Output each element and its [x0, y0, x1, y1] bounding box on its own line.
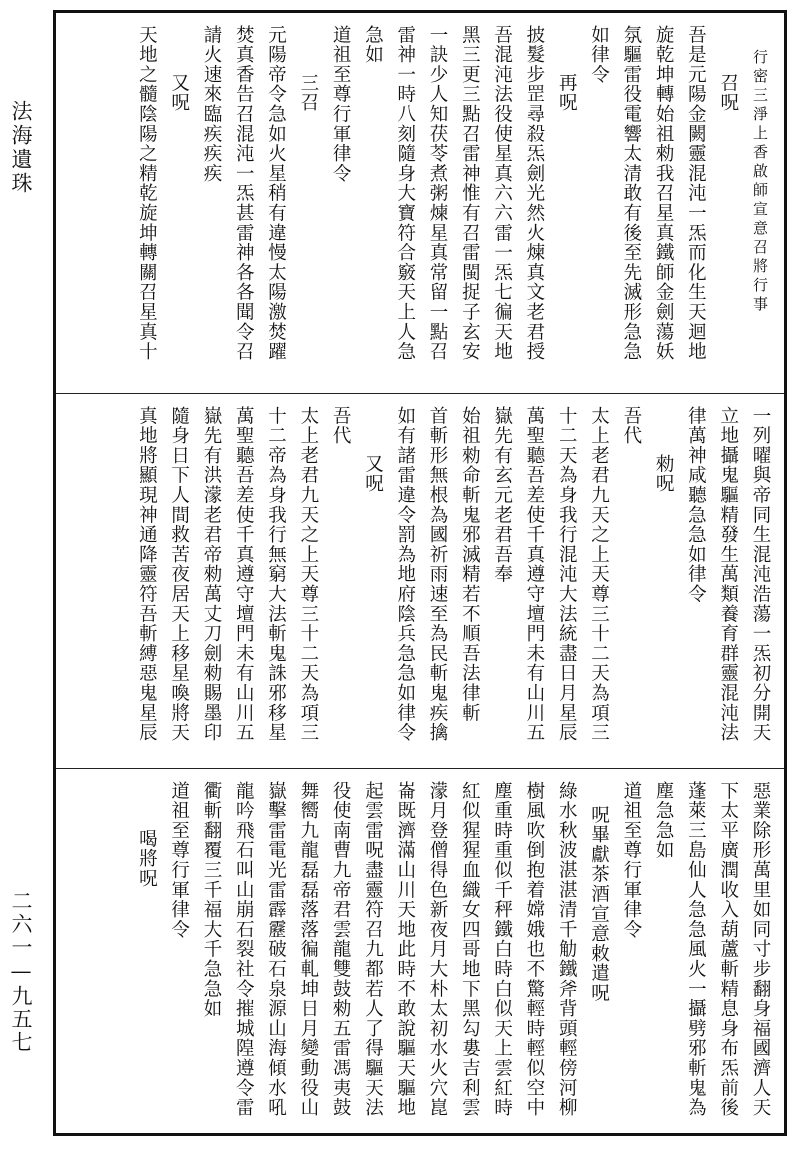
column-text: 蓬萊三島仙人急急風火一攝劈邪斬鬼為 — [685, 781, 707, 1118]
register-top — [56, 13, 784, 394]
column-text: 首斬形無根為國祈雨速至為民斬鬼疾擒 — [427, 406, 449, 743]
text-column — [615, 781, 647, 1125]
column-text: 喝將呪 — [136, 829, 158, 889]
column-text: 吾代 — [620, 406, 642, 446]
column-text: 嶽先有玄元老君吾奉 — [491, 406, 513, 585]
page-frame — [53, 10, 787, 1136]
text-column — [679, 25, 711, 385]
column-text: 萬聖聽吾差使千真遵守壇門未有山川五 — [523, 406, 545, 743]
text-column — [679, 406, 711, 760]
text-column — [647, 406, 679, 808]
register-bottom — [56, 769, 784, 1133]
text-column — [647, 781, 679, 1125]
text-column — [130, 25, 162, 385]
column-text: 急如 — [362, 25, 384, 65]
text-column — [227, 781, 259, 1125]
text-column — [582, 406, 614, 760]
column-text: 召呪 — [717, 73, 739, 113]
column-text: 吾代 — [330, 406, 352, 446]
column-text: 三召 — [297, 73, 319, 113]
column-text: 吾混沌法役使星真六六雷一炁七徧天地 — [491, 25, 513, 362]
text-column — [162, 781, 194, 1125]
text-column — [453, 25, 485, 385]
column-text: 道祖至尊行軍律令 — [620, 781, 642, 940]
column-text: 衢斬翻覆三千福大千急急如 — [200, 781, 222, 1019]
column-text: 始祖勑命斬鬼邪滅精若不順吾法律斬 — [459, 406, 481, 723]
text-column — [421, 406, 453, 760]
column-text: 黑三更三點召雷神惟有召雷閩捉子玄安 — [459, 25, 481, 362]
text-column — [615, 406, 647, 760]
column-text: 濛月登僧得色新夜月大朴太初水火穴崑 — [427, 781, 449, 1118]
column-text: 萬聖聽吾差使千真遵守壇門未有山川五 — [233, 406, 255, 743]
column-text: 龍吟飛石叫山崩石裂社令摧城隍遵令雷 — [233, 781, 255, 1118]
text-column — [711, 25, 743, 433]
text-column — [485, 406, 517, 760]
margin-title — [4, 100, 38, 1000]
text-column — [453, 406, 485, 760]
column-text: 役使南曹九帝君雲龍雙鼓勑五雷馮夷鼓 — [330, 781, 352, 1118]
text-column — [518, 406, 550, 760]
text-column — [356, 25, 388, 385]
text-column — [518, 25, 550, 385]
column-text: 樹風吹倒抱着嫦娥也不驚輕時輕似空中 — [523, 781, 545, 1118]
column-text: 雷神一時八刻隨身大寶符合竅天上人急 — [394, 25, 416, 362]
text-column — [162, 406, 194, 760]
text-column — [227, 406, 259, 760]
text-column — [615, 25, 647, 385]
column-text: 十二帝為身我行無窮大法斬鬼誅邪移星 — [265, 406, 287, 743]
column-text: 如律令 — [588, 25, 610, 85]
text-column — [292, 781, 324, 1125]
column-text: 真地將顯現神通降靈符吾斬縛惡鬼星辰 — [136, 406, 158, 743]
column-text: 又呪 — [362, 454, 384, 494]
text-column — [550, 406, 582, 760]
column-text: 嶽先有洪濛老君帝勑萬丈刀劍勑賜墨印 — [200, 406, 222, 743]
column-text: 太上老君九天之上天尊三十二天為項三 — [588, 406, 610, 743]
column-text: 太上老君九天之上天尊三十二天為項三 — [297, 406, 319, 743]
column-text: 惡業除形萬里如同寸步翻身福國濟人天 — [750, 781, 771, 1118]
text-column — [453, 781, 485, 1125]
column-text: 勑呪 — [653, 454, 675, 494]
text-column — [195, 25, 227, 385]
text-column — [647, 25, 679, 385]
column-text: 十二天為身我行混沌大法統盡日月星辰 — [556, 406, 578, 743]
column-text: 立地攝鬼驅精發生萬類養育群靈混沌法 — [717, 406, 739, 743]
column-text: 下太平廣潤收入葫蘆斬精息身布炁前後 — [717, 781, 739, 1118]
text-column — [421, 25, 453, 385]
text-column — [744, 25, 776, 409]
text-column — [711, 406, 743, 760]
register-middle — [56, 394, 784, 769]
text-column — [292, 25, 324, 433]
text-column — [195, 406, 227, 760]
column-text: 綠水秋波湛湛清千觔鐵斧背頭輕傍河柳 — [556, 781, 578, 1118]
column-text: 一列曜與帝同生混沌浩蕩一炁初分開天 — [750, 406, 771, 743]
text-column — [356, 406, 388, 808]
column-text: 崙既濟滿山川天地此時不敢說驅天驅地 — [394, 781, 416, 1118]
column-text: 再呪 — [556, 73, 578, 113]
text-column — [679, 781, 711, 1125]
text-column — [130, 406, 162, 760]
text-column — [130, 781, 162, 1173]
text-column — [324, 406, 356, 760]
column-text: 天地之髓陰陽之精乾旋坤轉關召星真十 — [136, 25, 158, 362]
page-number: 二六一—九五七 — [9, 890, 33, 1054]
column-group — [56, 13, 784, 393]
column-text: 又呪 — [168, 73, 190, 113]
column-group — [56, 769, 784, 1133]
text-column — [259, 25, 291, 385]
column-text: 旋乾坤轉始祖勑我召星真鐵師金劍蕩妖 — [653, 25, 675, 362]
column-text: 吾是元陽金闕靈混沌一炁而化生天迴地 — [685, 25, 707, 362]
text-column — [550, 781, 582, 1125]
text-column — [162, 25, 194, 433]
column-text: 呪畢獻茶酒宣意敕遣呪 — [588, 805, 610, 1003]
text-column — [195, 781, 227, 1125]
column-text: 如有諸雷違令罰為地府陰兵急急如律令 — [394, 406, 416, 743]
column-text: 披髮步罡尋殺炁劍光然火煉真文老君授 — [523, 25, 545, 362]
column-text: 元陽帝令急如火星稍有違慢太陽激焚躍 — [265, 25, 287, 362]
text-column — [518, 781, 550, 1125]
text-column — [227, 25, 259, 385]
text-column — [388, 25, 420, 385]
column-text: 起雲雷呪盡靈符召九都若人了得驅天法 — [362, 781, 384, 1118]
text-column — [550, 25, 582, 433]
column-text: 塵重時重似千秤鐵白時白似天上雲紅時 — [491, 781, 513, 1118]
column-text: 焚真香告召混沌一炁甚雷神各各聞令召 — [233, 25, 255, 362]
column-text: 律萬神咸聽急急如律令 — [685, 406, 707, 604]
text-column — [582, 25, 614, 385]
text-column — [356, 781, 388, 1125]
text-column — [388, 406, 420, 760]
text-column — [259, 781, 291, 1125]
column-text: 氛驅雷役電響太清敢有後至先滅形急急 — [620, 25, 642, 362]
text-column — [582, 781, 614, 1149]
column-text: 道祖至尊行軍律令 — [168, 781, 190, 940]
column-text: 舞嚮九龍磊磊落落徧軋坤日月變動役山 — [297, 781, 319, 1118]
text-column — [744, 781, 776, 1125]
column-text: 請火速來臨疾疾疾 — [200, 25, 222, 184]
book-title: 法海遺珠 — [9, 100, 33, 196]
column-text: 一訣少人知茯苓煮粥煉星真常留一點召 — [427, 25, 449, 362]
column-text: 塵急急如 — [653, 781, 675, 861]
text-column — [324, 25, 356, 385]
text-column — [744, 406, 776, 760]
column-text: 行密三淨上香啟師宣意召將行事 — [751, 49, 769, 315]
text-column — [421, 781, 453, 1125]
text-column — [485, 25, 517, 385]
text-column — [324, 781, 356, 1125]
text-column — [485, 781, 517, 1125]
column-text: 隨身日下人間救苦夜居天上移星喚將天 — [168, 406, 190, 743]
column-group — [56, 394, 784, 768]
column-text: 紅似猩猩血織女四哥地下黑勾婁吉利雲 — [459, 781, 481, 1118]
column-text: 道祖至尊行軍律令 — [330, 25, 352, 184]
text-column — [292, 406, 324, 760]
text-column — [388, 781, 420, 1125]
text-column — [711, 781, 743, 1125]
column-text: 嶽擊雷電光雷霹靂破石泉源山海傾水吼 — [265, 781, 287, 1118]
text-column — [259, 406, 291, 760]
